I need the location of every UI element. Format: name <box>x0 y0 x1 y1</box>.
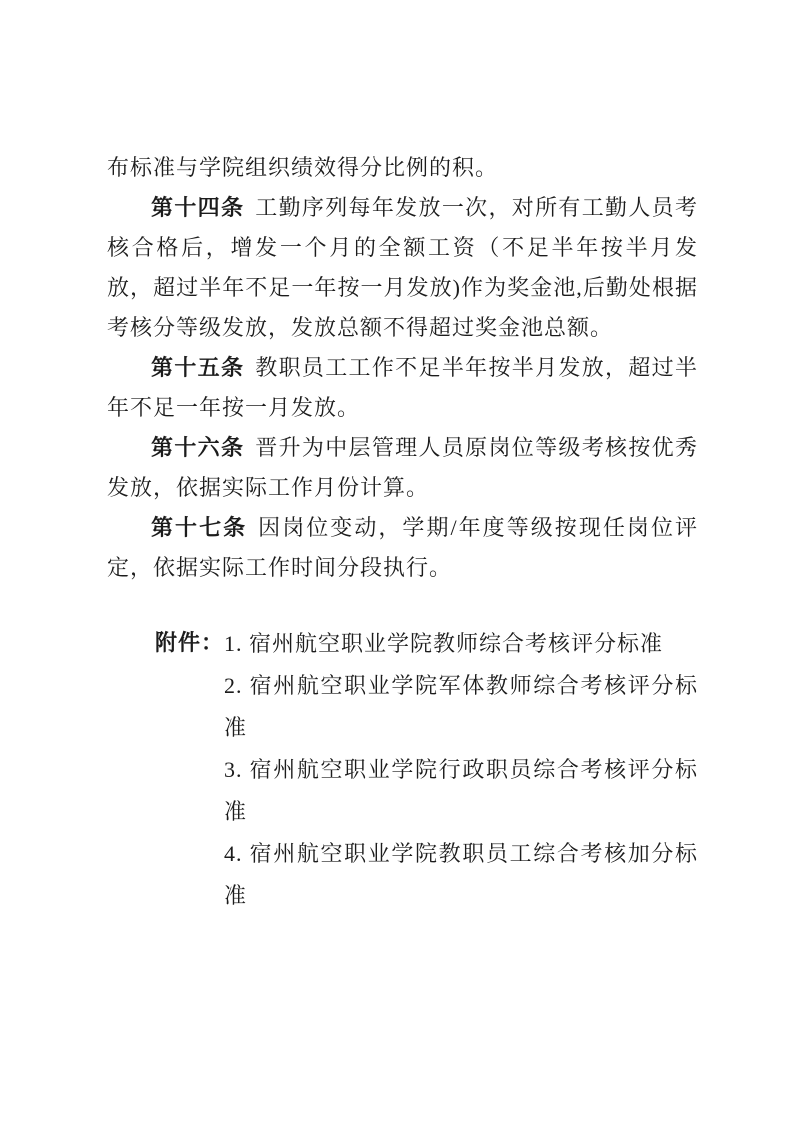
attachments-label: 附件： <box>155 630 225 655</box>
paragraph-article-16 <box>107 428 698 508</box>
paragraph-article-15 <box>107 348 698 428</box>
attachment-item-1: 1. 宿州航空职业学院教师综合考核评分标准 <box>224 631 664 656</box>
attachment-item-4: 4. 宿州航空职业学院教职员工综合考核加分标准 <box>224 841 698 908</box>
attachment-item-2: 2. 宿州航空职业学院军体教师综合考核评分标准 <box>224 673 698 740</box>
attachment-item-3: 3. 宿州航空职业学院行政职员综合考核评分标准 <box>224 757 698 824</box>
article-14-heading: 第十四条 <box>151 195 245 220</box>
paragraph-text: 晋升为中层管理人员原岗位等级考核按优秀发放，依据实际工作月份计算。 <box>107 435 698 500</box>
article-16-heading: 第十六条 <box>151 435 245 460</box>
paragraph-article-14 <box>107 188 698 348</box>
article-15-heading: 第十五条 <box>151 355 245 380</box>
attachments-block <box>155 623 698 917</box>
paragraph-text: 因岗位变动，学期/年度等级按现任岗位评定，依据实际工作时间分段执行。 <box>107 515 698 580</box>
paragraph-text: 布标准与学院组织绩效得分比例的积。 <box>107 155 499 180</box>
paragraph-text: 工勤序列每年发放一次，对所有工勤人员考核合格后，增发一个月的全额工资（不足半年按半月发放，超过半年不足一年按一月发放)作为奖金池,后勤处根据考核分等级发放，发放总额不得超过奖金池总额。 <box>107 195 698 340</box>
document-body <box>107 148 698 917</box>
paragraph-text: 教职员工工作不足半年按半月发放，超过半年不足一年按一月发放。 <box>107 355 698 420</box>
article-17-heading: 第十七条 <box>151 515 248 540</box>
paragraph-article-17 <box>107 508 698 588</box>
attachments-list <box>224 623 698 917</box>
paragraph-continuation <box>107 148 698 188</box>
